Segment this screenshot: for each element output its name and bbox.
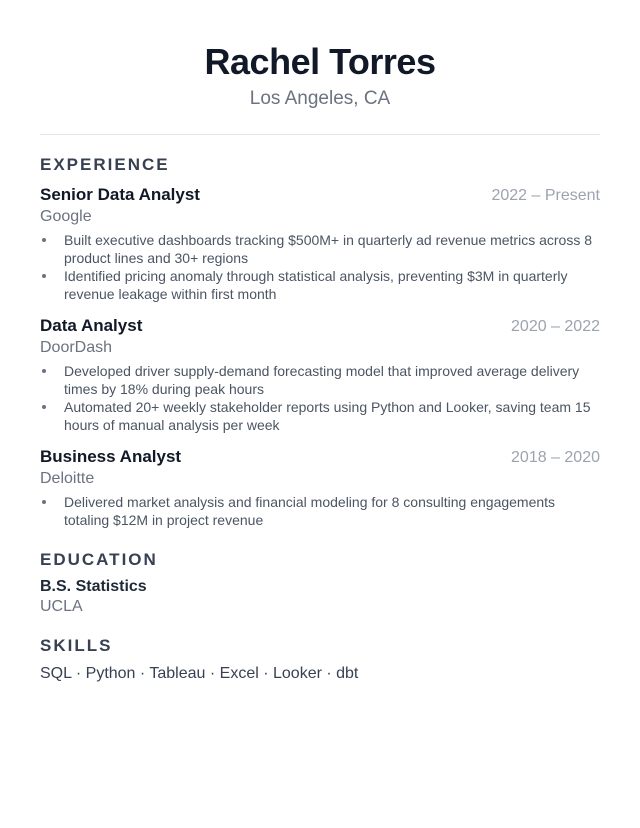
education-section: [40, 549, 600, 617]
education-heading: EDUCATION: [40, 550, 158, 569]
job-entry: [40, 315, 600, 434]
job-dates: 2020 – 2022: [511, 318, 600, 335]
job-bullets: [40, 231, 600, 303]
job-bullet: Delivered market analysis and financial modeling for 8 consulting engagements totaling $12M in project revenue: [40, 493, 600, 529]
job-bullets: [40, 362, 600, 434]
experience-section: [40, 154, 600, 529]
job-header: [40, 446, 600, 469]
job-title: Data Analyst: [40, 316, 143, 335]
company-name: Google: [40, 208, 92, 225]
job-title: Senior Data Analyst: [40, 185, 200, 204]
school-name: UCLA: [40, 598, 83, 615]
experience-heading: EXPERIENCE: [40, 155, 170, 174]
job-dates: 2018 – 2020: [511, 449, 600, 466]
skills-list: SQL · Python · Tableau · Excel · Looker · dbt: [40, 665, 359, 682]
resume-header: [40, 40, 600, 112]
header-divider: [40, 134, 600, 135]
job-header: [40, 184, 600, 207]
job-dates: 2022 – Present: [491, 187, 600, 204]
candidate-location: Los Angeles, CA: [249, 88, 391, 109]
job-bullet: Automated 20+ weekly stakeholder reports using Python and Looker, saving team 15 hours of manual analysis per week: [40, 398, 600, 434]
job-header: [40, 315, 600, 338]
skills-heading: SKILLS: [40, 636, 113, 655]
job-bullets: [40, 493, 600, 529]
job-bullet: Identified pricing anomaly through statistical analysis, preventing $3M in quarterly revenue leakage within first month: [40, 267, 600, 303]
job-title: Business Analyst: [40, 447, 182, 466]
company-name: DoorDash: [40, 339, 113, 356]
job-bullet: Developed driver supply-demand forecasting model that improved average delivery times by 18% during peak hours: [40, 362, 600, 398]
job-bullet: Built executive dashboards tracking $500M+ in quarterly ad revenue metrics across 8 product lines and 30+ regions: [40, 231, 600, 267]
job-entry: [40, 184, 600, 303]
company-name: Deloitte: [40, 470, 95, 487]
job-entry: [40, 446, 600, 529]
skills-section: [40, 635, 600, 685]
candidate-name: Rachel Torres: [204, 41, 436, 82]
degree-name: B.S. Statistics: [40, 578, 147, 595]
